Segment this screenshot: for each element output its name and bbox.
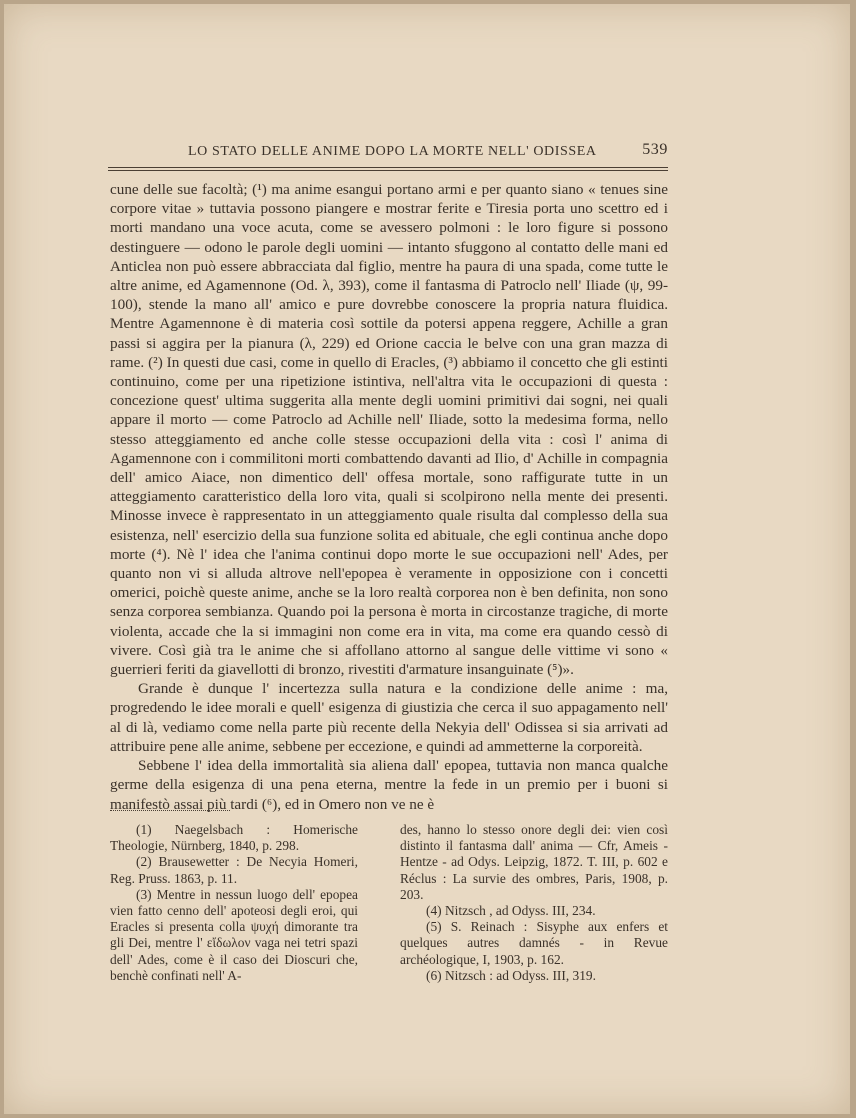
- footnote-6: (6) Nitzsch : ad Odyss. III, 319.: [426, 967, 596, 983]
- running-title: LO STATO DELLE ANIME DOPO LA MORTE NELL' ODISSEA: [188, 144, 597, 159]
- footnote-4: (4) Nitzsch , ad Odyss. III, 234.: [426, 903, 596, 919]
- footnote-5: (5) S. Reinach : Sisyphe aux enfers et quelques autres damnés - in Revue archéologique, I, 1903, p. 162.: [400, 919, 668, 967]
- header-rule-bottom: [108, 170, 668, 171]
- running-header: [108, 141, 668, 162]
- footnotes-left-column: [110, 822, 358, 984]
- page-number: 539: [642, 141, 668, 158]
- footnote-3: (3) Mentre in nessun luogo dell' epopea vien fatto cenno dell' apoteosi degli eroi, qui Eracles si presenta colla ψυχή dimorante tra gli Dei, mentre l' εἴδωλον vaga nei tetri spazi dell' Ades, come è il caso dei Dioscuri che, benchè confinati nell' A-: [110, 886, 358, 983]
- paragraph-1: cune delle sue facoltà; (¹) ma anime esangui portano armi e per quanto siano « tenues sine corpore vitae » tuttavia possono piangere e mostrar ferite e Tiresia porta uno scettro ed i morti mandano una voce acuta, come se avessero polmoni : le loro figure si possono destinguere — odono le parole degli uomini — intanto sfuggono al contatto delle mani ed Anticlea non può essere abbracciata dal figlio, mentre ha paura di una spada, come tutte le altre anime, ed Agamennone (Od. λ, 393), come il fantasma di Patroclo nell' Iliade (ψ, 99-100), stende la mano all' amico e pure dovrebbe conoscere la propria natura fluidica. Mentre Agamennone è di materia così sottile da potersi appena reggere, Achille a gran passi si aggira per la pianura (λ, 229) ed Orione caccia le belve con una gran mazza di rame. (²) In questi due casi, come in quello di Eracles, (³) abbiamo il concetto che gli estinti continuino, come per una ripetizione istintiva, nell'altra vita le occupazioni di questa : concezione quest' ultima suggerita alla mente degli uomini primitivi dai sogni, nei quali appare il morto — come Patroclo ad Achille nell' Iliade, sotto la medesima forma, nello stesso atteggiamento ed anche colle stesse occupazioni della vita : così l' anima di Agamennone con i commilitoni morti combattendo davanti ad Ilio, d' Achille in compagnia dell' amico Aiace, non dimentico dell' offesa mortale, sono raffigurate tutte in un atteggiamento caratteristico della loro vita, quali si scolpirono nella mente dei presenti. Minosse invece è rappresentato in un atteggiamento quale risulta dal complesso della sua esistenza, nell' esercizio della sua funzione solita ed abituale, che egli continua anche dopo morte (⁴). Nè l' idea che l'anima continui dopo morte le sue occupazioni nell' Ades, per quanto non vi si alluda altrove nell'epopea è veramente in opposizione con i concetti omerici, poichè queste anime, anche se la loro realtà corporea non è ben definita, non sono senza corporea sembianza. Quando poi la persona è morta in circostanze tragiche, di morte violenta, accade che la si immagini non come era in vita, ma come era quando cessò di vivere. Così già tra le anime che si affollano attorno al sangue delle vittime vi sono « guerrieri feriti da giavellotti di bronzo, rivestiti d'armature insanguinate (⁵)».: [110, 181, 668, 679]
- footnote-separator: [110, 810, 230, 811]
- footnote-2: (2) Brausewetter : De Necyia Homeri, Reg. Pruss. 1863, p. 11.: [110, 854, 358, 886]
- paragraph-2: Grande è dunque l' incertezza sulla natura e la condizione delle anime : ma, progredendo le idee morali e quell' esigenza di giustizia che cerca il suo appagamento nell' al di là, vediamo come nella parte più recente della Nekyia dell' Odissea si sia arrivati ad attribuire pene alle anime, sebbene per eccezione, e quindi ad ammetterne la corporeità.: [110, 680, 668, 755]
- header-rule-top: [108, 167, 668, 168]
- footnote-3-continued: des, hanno lo stesso onore degli dei: vien così distinto il fantasma dall' anima — Cfr, Ameis - Hentze - ad Odys. Leipzig, 1872. T. III, p. 602 e Réclus : La survie des ombres, Paris, 1908, p. 203.: [400, 822, 668, 902]
- paragraph-3: Sebbene l' idea della immortalità sia aliena dall' epopea, tuttavia non manca qualche germe della esigenza di una pena eterna, mentre la fede in un premio per i buoni si manifestò assai più tardi (⁶), ed in Omero non ve ne è: [110, 757, 668, 813]
- footnotes-right-column: [400, 822, 668, 984]
- main-text: [110, 180, 668, 814]
- footnote-1: (1) Naegelsbach : Homerische Theologie, Nürnberg, 1840, p. 298.: [110, 822, 358, 854]
